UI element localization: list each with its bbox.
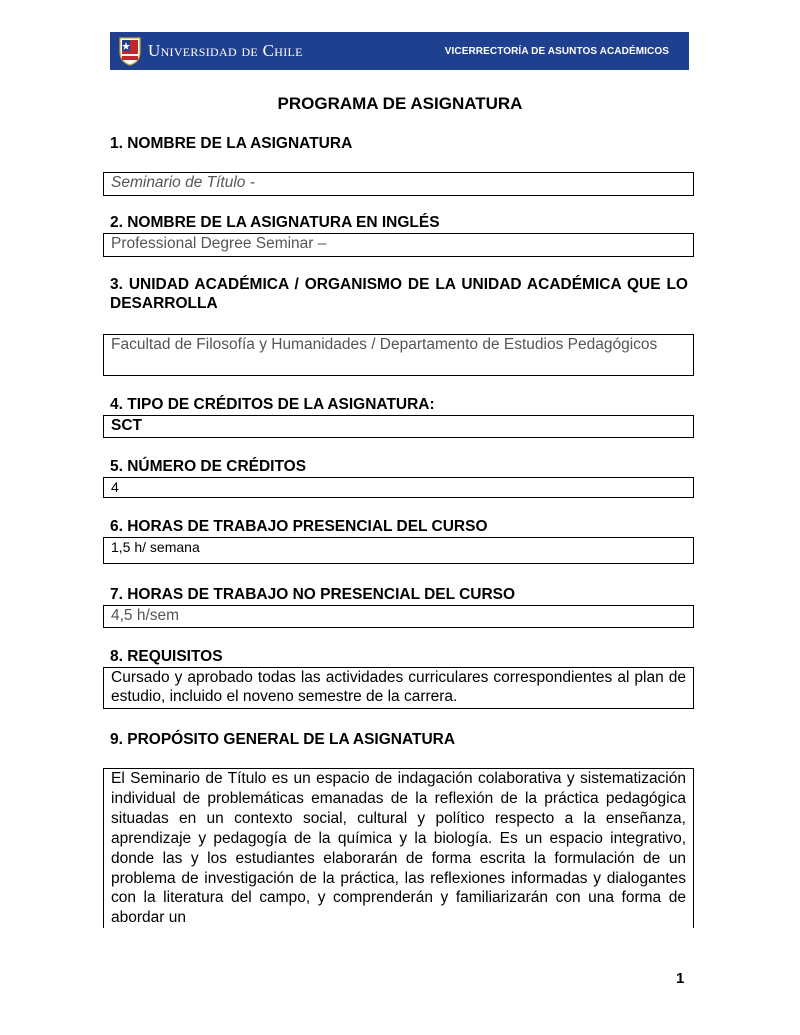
section-8-value: Cursado y aprobado todas las actividades curriculares correspondientes al plan de estudio, incluido el noveno semestre de la carrera. (103, 667, 694, 709)
section-9-value: El Seminario de Título es un espacio de indagación colaborativa y sistematización individual de problemáticas emanadas de la reflexión de la práctica pedagógica situadas en un contexto social, cultural y político respecto a la enseñanza, aprendizaje y pedagogía de la química y la biología. Es un espacio integrativo, donde las y los estudiantes elaborarán de forma escrita la formulación de un problema de investigación de la práctica, las reflexiones informadas y dialogantes con la literatura del campo, y comprenderán y familiarizarán con una forma de abordar un (103, 768, 694, 928)
page-number: 1 (676, 970, 685, 987)
section-1-value: Seminario de Título - (103, 172, 694, 196)
section-7-heading: 7. HORAS DE TRABAJO NO PRESENCIAL DEL CURSO (110, 586, 516, 603)
university-name: Universidad de Chile (148, 41, 303, 60)
page-title: PROGRAMA DE ASIGNATURA (277, 94, 523, 113)
section-9-heading: 9. PROPÓSITO GENERAL DE LA ASIGNATURA (110, 731, 456, 748)
section-8-heading: 8. REQUISITOS (110, 648, 223, 665)
section-4-heading: 4. TIPO DE CRÉDITOS DE LA ASIGNATURA: (110, 396, 435, 413)
section-6-heading: 6. HORAS DE TRABAJO PRESENCIAL DEL CURSO (110, 518, 488, 535)
university-banner (110, 32, 689, 70)
section-1-heading: 1. NOMBRE DE LA ASIGNATURA (110, 135, 353, 152)
section-7-value: 4,5 h/sem (103, 605, 694, 628)
university-crest-icon (118, 36, 142, 66)
section-3-heading: 3. UNIDAD ACADÉMICA / ORGANISMO DE LA UNIDAD ACADÉMICA QUE LO DESARROLLA (110, 276, 688, 312)
section-3-value: Facultad de Filosofía y Humanidades / Departamento de Estudios Pedagógicos (103, 334, 694, 376)
section-5-value: 4 (103, 477, 694, 498)
section-4-value: SCT (103, 415, 694, 438)
section-2-value: Professional Degree Seminar – (103, 233, 694, 257)
vicerrectoria-label: VICERRECTORÍA DE ASUNTOS ACADÉMICOS (444, 45, 669, 57)
section-5-heading: 5. NÚMERO DE CRÉDITOS (110, 458, 307, 475)
section-2-heading: 2. NOMBRE DE LA ASIGNATURA EN INGLÉS (110, 214, 440, 231)
section-6-value: 1,5 h/ semana (103, 537, 694, 564)
